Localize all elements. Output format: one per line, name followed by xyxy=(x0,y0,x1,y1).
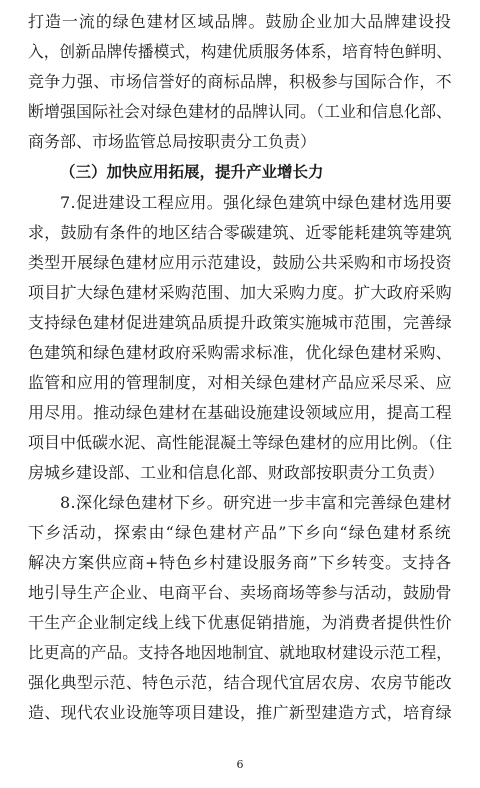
text-line: 类型开展绿色建材应用示范建设，鼓励公共采购和市场投资 xyxy=(28,253,452,272)
text-line: 入，创新品牌传播模式，构建优质服务体系，培育特色鲜明、 xyxy=(28,42,452,61)
text-line: 比更高的产品。支持各地因地制宜、就地取材建设示范工程， xyxy=(28,643,452,662)
text-line: 造、现代农业设施等项目建设，推广新型建造方式，培育绿 xyxy=(28,703,452,722)
text-line: 地引导生产企业、电商平台、卖场商场等参与活动，鼓励骨 xyxy=(28,583,452,602)
text-line: 项目扩大绿色建材采购范围、加大采购力度。扩大政府采购 xyxy=(28,283,452,302)
section-heading: （三）加快应用拓展，提升产业增长力 xyxy=(60,163,324,181)
text-line: 色建筑和绿色建材政府采购需求标准，优化绿色建材采购、 xyxy=(28,343,452,362)
text-line: 支持绿色建材促进建筑品质提升政策实施城市范围，完善绿 xyxy=(28,313,452,332)
text-line: 7.促进建设工程应用。强化绿色建筑中绿色建材选用要 xyxy=(60,193,452,212)
text-line: 监管和应用的管理制度，对相关绿色建材产品应采尽采、应 xyxy=(28,373,452,392)
text-line: 干生产企业制定线上线下优惠促销措施，为消费者提供性价 xyxy=(28,613,452,632)
text-line: 用尽用。推动绿色建材在基础设施建设领域应用，提高工程 xyxy=(28,403,452,422)
page-number: 6 xyxy=(236,758,244,771)
text-line: 商务部、市场监管总局按职责分工负责） xyxy=(28,132,317,151)
text-line: 解决方案供应商+特色乡村建设服务商”下乡转变。支持各 xyxy=(28,553,452,572)
text-line: 房城乡建设部、工业和信息化部、财政部按职责分工负责） xyxy=(28,463,445,482)
text-line: 断增强国际社会对绿色建材的品牌认同。（工业和信息化部、 xyxy=(28,102,452,121)
text-line: 求，鼓励有条件的地区结合零碳建筑、近零能耗建筑等建筑 xyxy=(28,223,452,242)
text-line: 强化典型示范、特色示范，结合现代宜居农房、农房节能改 xyxy=(28,673,452,692)
text-line: 打造一流的绿色建材区域品牌。鼓励企业加大品牌建设投 xyxy=(28,12,452,31)
text-line: 竞争力强、市场信誉好的商标品牌，积极参与国际合作，不 xyxy=(28,72,452,91)
text-line: 8.深化绿色建材下乡。研究进一步丰富和完善绿色建材 xyxy=(60,493,452,512)
text-line: 项目中低碳水泥、高性能混凝土等绿色建材的应用比例。（住 xyxy=(28,433,452,452)
text-line: 下乡活动，探索由“绿色建材产品”下乡向“绿色建材系统 xyxy=(28,523,452,542)
